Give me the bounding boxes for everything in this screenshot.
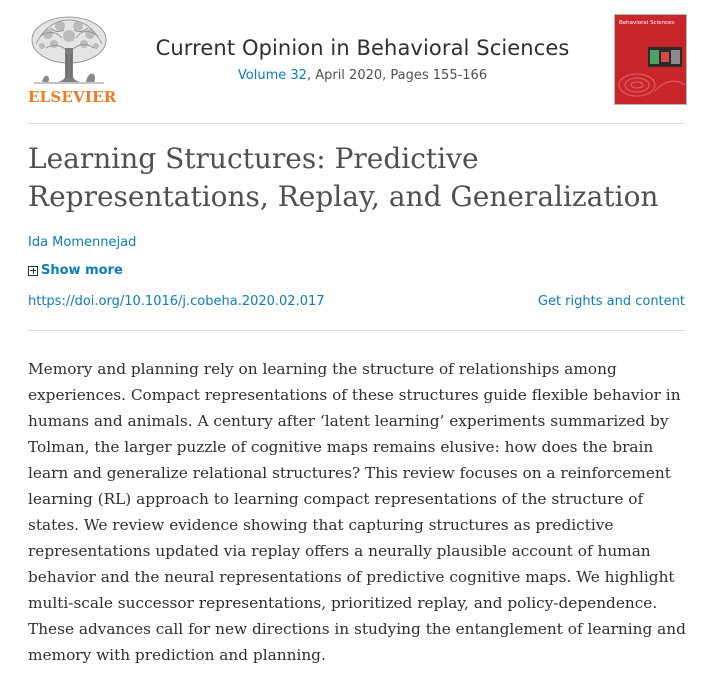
elsevier-tree-icon bbox=[28, 14, 110, 88]
author-link[interactable]: Ida Momennejad bbox=[28, 235, 137, 250]
abstract-text: Memory and planning rely on learning the structure of relationships among experiences. Compact representations of these structures guide flexible behavior in humans and animals. A century after ‘latent learning’ experiments summarized by Tolman, the larger puzzle of cognitive maps remains elusive: how does the brain learn and generalize relational structures? This review focuses on a reinforcement learning (RL) approach to learning compact representations of the structure of states. We review evidence showing that capturing structures as predictive representations updated via replay offers a neurally plausible account of human behavior and the neural representations of predictive cognitive maps. We highlight multi-scale successor representations, prioritized replay, and policy-dependence. These advances call for new directions in studying the entanglement of learning and memory with prediction and planning. bbox=[28, 360, 686, 664]
get-rights-link[interactable]: Get rights and content bbox=[537, 294, 685, 309]
article-title: Learning Structures: Predictive Representations, Replay, and Generalization bbox=[28, 142, 659, 213]
metadata-divider bbox=[28, 330, 685, 331]
journal-cover-image[interactable] bbox=[614, 14, 687, 105]
journal-header bbox=[0, 0, 706, 124]
header-divider bbox=[28, 123, 685, 124]
doi-link[interactable]: https://doi.org/10.1016/j.cobeha.2020.02.017 bbox=[28, 294, 325, 309]
show-more-button[interactable] bbox=[28, 263, 123, 278]
issue-details bbox=[110, 68, 615, 83]
cover-title: Behavioral Sciences bbox=[619, 20, 675, 26]
elsevier-logo[interactable] bbox=[28, 14, 117, 106]
cover-swirl-icon bbox=[615, 15, 686, 104]
journal-title[interactable]: Current Opinion in Behavioral Sciences bbox=[155, 36, 570, 60]
show-more-label: Show more bbox=[41, 263, 123, 278]
plus-box-icon bbox=[28, 266, 38, 276]
issue-info-text: , April 2020, Pages 155-166 bbox=[306, 68, 488, 83]
elsevier-logo-text: ELSEVIER bbox=[28, 88, 117, 106]
volume-link[interactable]: Volume 32 bbox=[237, 68, 307, 83]
